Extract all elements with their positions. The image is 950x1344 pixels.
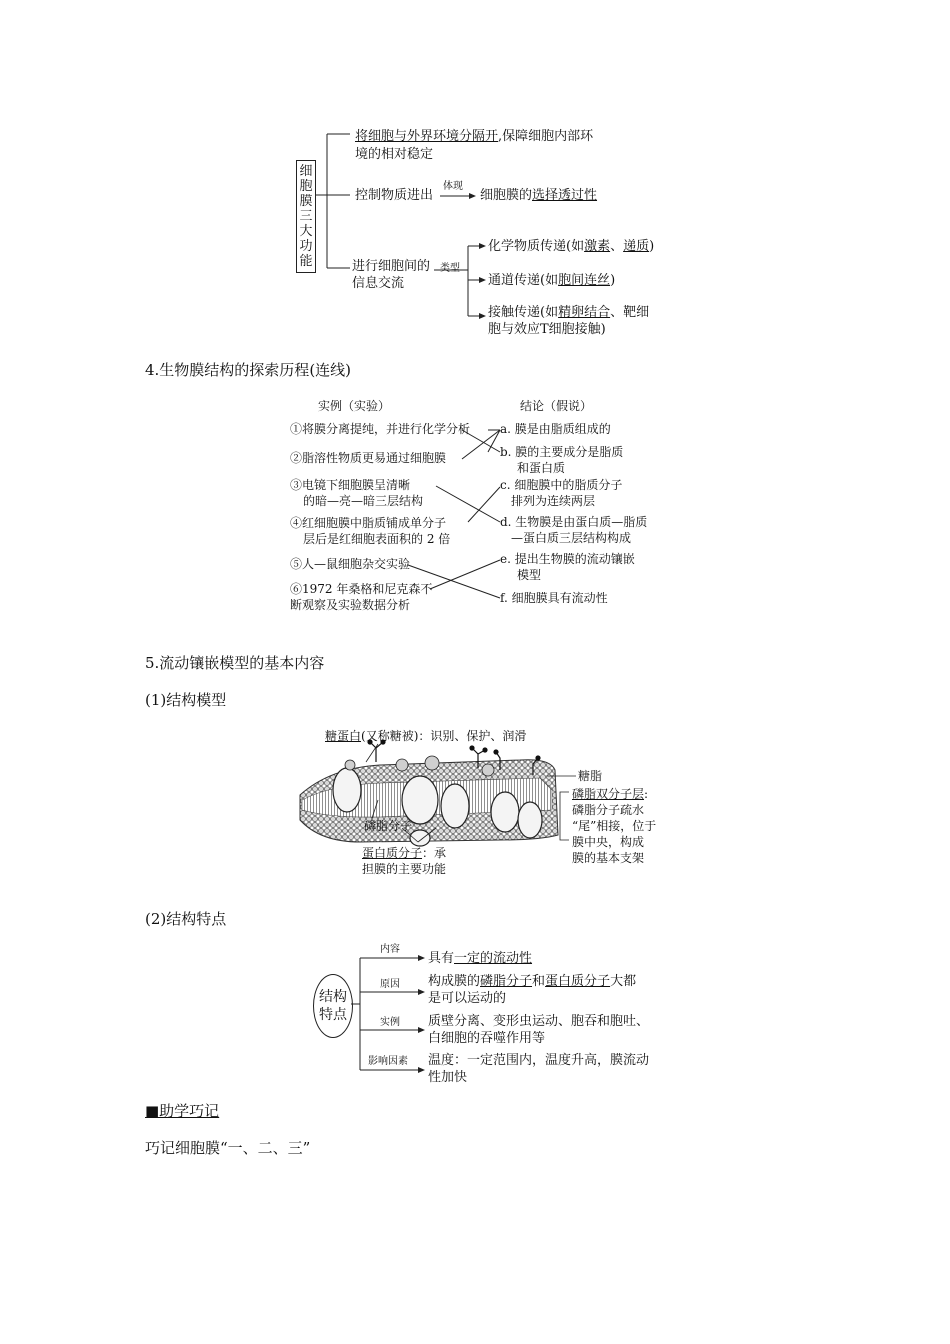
example-2: ②脂溶性物质更易通过细胞膜 xyxy=(290,451,447,465)
bilayer-line-1: 磷脂分子疏水 xyxy=(572,803,645,817)
example-4: ④红细胞膜中脂质铺成单分子 xyxy=(290,516,447,530)
glycoprotein-description: (又称糖被)：识别、保护、润滑 xyxy=(361,729,527,743)
help-title: ■助学巧记 xyxy=(145,1102,220,1120)
map1-type-contact-line2: 胞与效应T细胞接触) xyxy=(488,322,606,337)
map2-label-content: 内容 xyxy=(380,944,400,955)
map2-factor-line2: 性加快 xyxy=(428,1070,468,1085)
map1-function-3-line2: 信息交流 xyxy=(352,276,405,291)
map1-f2-keyword: 选择透过性 xyxy=(532,188,598,203)
map1-t1-pre: 化学物质传递(如 xyxy=(488,239,585,254)
protein-description: ：承 xyxy=(422,846,447,860)
section5-sub2: (2)结构特点 xyxy=(145,910,227,928)
map2-reason-line2: 是可以运动的 xyxy=(428,991,507,1006)
conclusion-b-line2: 和蛋白质 xyxy=(517,461,566,475)
map1-function-2: 控制物质进出 xyxy=(355,188,434,203)
example-1: ①将膜分离提纯，并进行化学分析 xyxy=(290,422,471,436)
example-6-line2: 断观察及实验数据分析 xyxy=(290,598,411,612)
map2-label-example: 实例 xyxy=(380,1017,400,1028)
map1-arrow-label-type: 类型 xyxy=(440,263,460,274)
conclusion-b: b. 膜的主要成分是脂质 xyxy=(500,445,624,459)
label-protein-line2: 担膜的主要功能 xyxy=(362,862,447,876)
conclusion-e: e. 提出生物膜的流动镶嵌 xyxy=(500,552,635,566)
example-3: ③电镜下细胞膜呈清晰 xyxy=(290,478,411,492)
label-glycolipid: 糖脂 xyxy=(578,769,603,783)
map2-b2-post: 大都 xyxy=(610,974,637,989)
map2-label-reason: 原因 xyxy=(380,979,400,990)
bilayer-line-3: 膜中央，构成 xyxy=(572,835,645,849)
map1-root-label: 细胞膜三大功能 xyxy=(299,164,313,269)
map1-t1-sep: 、 xyxy=(610,239,624,254)
map2-b2-and: 和 xyxy=(532,974,546,989)
map2-b2-protein: 蛋白质分子 xyxy=(545,974,611,989)
map2-b2-phospholipid: 磷脂分子 xyxy=(480,974,533,989)
conclusion-c: c. 细胞膜中的脂质分子 xyxy=(500,478,623,492)
map1-f1-keyword: 将细胞与外界环境分隔开 xyxy=(355,129,499,144)
conclusion-a: a. 膜是由脂质组成的 xyxy=(500,422,611,436)
example-4-line2: 层后是红细胞表面积的 2 倍 xyxy=(303,532,451,546)
map1-t1-post: ) xyxy=(649,239,655,254)
map2-label-factor: 影响因素 xyxy=(368,1056,408,1067)
map1-f2-pre: 细胞膜的 xyxy=(480,188,533,203)
help-mnemonic-line: 巧记细胞膜“一、二、三” xyxy=(145,1139,311,1157)
example-6: ⑥1972 年桑格和尼克森不 xyxy=(290,582,433,596)
conclusion-d-line2: —蛋白质三层结构构成 xyxy=(511,531,632,545)
section5-title: 5.流动镶嵌模型的基本内容 xyxy=(145,654,325,672)
bilayer-colon: : xyxy=(644,787,649,801)
map1-t2-pre: 通道传递(如 xyxy=(488,273,559,288)
map2-b2-pre: 构成膜的 xyxy=(428,974,481,989)
bilayer-line-2: “尾”相接，位于 xyxy=(572,819,657,833)
map2-b1-pre: 具有 xyxy=(428,951,455,966)
protein-keyword: 蛋白质分子 xyxy=(362,846,423,860)
map2-example-line2: 白细胞的吞噬作用等 xyxy=(428,1031,546,1046)
map1-t3-pre: 接触传递(如 xyxy=(488,305,559,320)
map2-content-text xyxy=(428,950,532,967)
conclusion-d: d. 生物膜是由蛋白质—脂质 xyxy=(500,515,648,529)
map2-example-line1: 质壁分离、变形虫运动、胞吞和胞吐、 xyxy=(428,1014,650,1029)
example-3-line2: 的暗—亮—暗三层结构 xyxy=(303,494,424,508)
map1-t2-plasmodesmata: 胞间连丝 xyxy=(558,273,611,288)
bilayer-keyword: 磷脂双分子层 xyxy=(572,787,645,801)
map2-reason-text xyxy=(428,973,636,990)
map1-f1-rest: ,保障细胞内部环 xyxy=(498,129,594,144)
conclusion-e-line2: 模型 xyxy=(517,568,542,582)
map1-function-1-line2: 境的相对稳定 xyxy=(355,147,434,162)
conclusion-c-line2: 排列为连续两层 xyxy=(511,494,596,508)
section4-title: 4.生物膜结构的探索历程(连线) xyxy=(145,361,352,379)
glycoprotein-keyword: 糖蛋白 xyxy=(325,729,362,743)
section5-sub1: (1)结构模型 xyxy=(145,691,227,709)
map1-t3-fertilization: 精卵结合 xyxy=(558,305,611,320)
map2-root-label: 结构特点 xyxy=(319,989,347,1023)
example-5: ⑤人—鼠细胞杂交实验 xyxy=(290,557,411,571)
column-header-examples: 实例（实验） xyxy=(318,399,391,413)
conclusion-f: f. 细胞膜具有流动性 xyxy=(500,591,608,605)
map2-b1-fluidity: 一定的流动性 xyxy=(454,951,533,966)
map1-t1-hormone: 激素 xyxy=(584,239,611,254)
map1-function-3: 进行细胞间的 xyxy=(352,259,431,274)
map2-factor-line1: 温度：一定范围内，温度升高，膜流动 xyxy=(428,1053,650,1068)
map1-arrow-label-embody: 体现 xyxy=(443,181,463,192)
map1-t1-transmitter: 递质 xyxy=(623,239,650,254)
map1-t2-post: ) xyxy=(610,273,616,288)
bilayer-line-4: 膜的基本支架 xyxy=(572,851,645,865)
column-header-conclusions: 结论（假说） xyxy=(520,399,593,413)
label-phospholipid: 磷脂分子 xyxy=(364,819,413,833)
map1-t3-post: 、靶细 xyxy=(610,305,650,320)
